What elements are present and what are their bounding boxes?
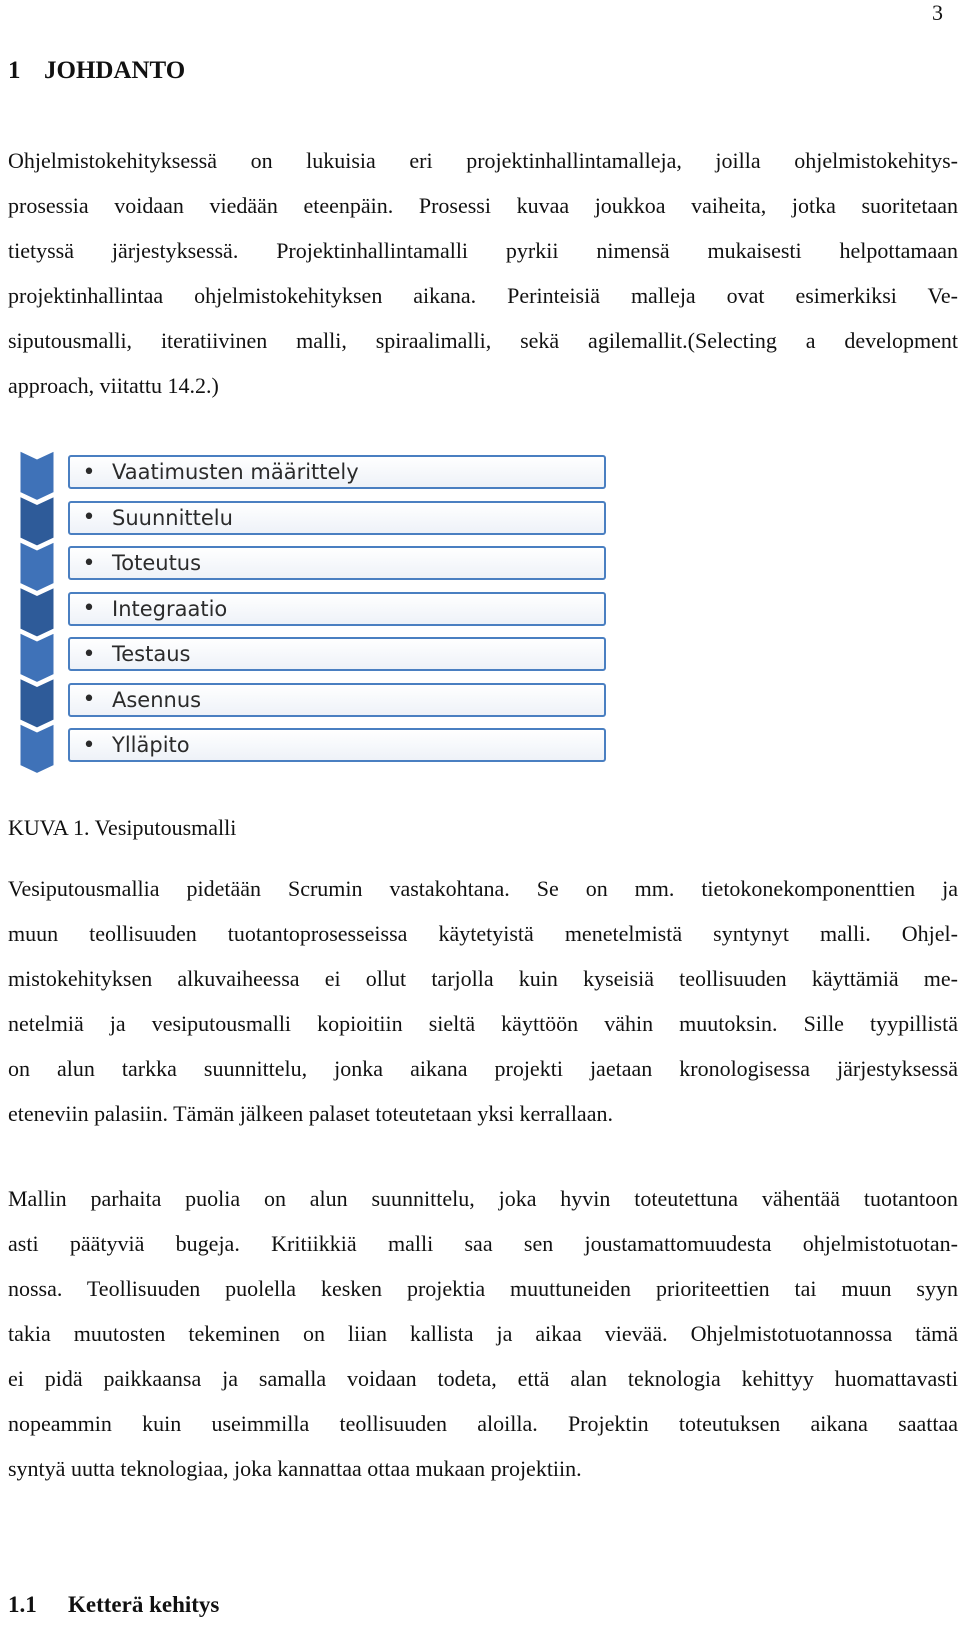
paragraph-waterfall-description-line: on alun tarkka suunnittelu, jonka aikana projekti jaetaan kronologisessa järjestyksessä — [8, 1056, 958, 1081]
waterfall-step-label: Integraatio — [112, 596, 228, 621]
intro-paragraph-line: approach, viitattu 14.2.) — [8, 373, 219, 398]
waterfall-step-label: Testaus — [112, 642, 191, 666]
paragraph-waterfall-pros-cons-line: nossa. Teollisuuden puolella kesken projektia muuttuneiden prioriteettien tai muun syyn — [8, 1276, 958, 1301]
bullet-icon: • — [82, 732, 96, 758]
chapter-title: JOHDANTO — [44, 57, 186, 84]
waterfall-step-label: Toteutus — [112, 551, 202, 575]
chapter-number: 1 — [8, 57, 21, 84]
waterfall-step — [68, 501, 606, 535]
chevron-segment — [20, 588, 54, 638]
paragraph-waterfall-pros-cons — [8, 1176, 958, 1491]
intro-paragraph-line: projektinhallintaa ohjelmistokehityksen aikana. Perinteisiä malleja ovat esimerkiksi Ve- — [8, 283, 958, 308]
intro-paragraph-line: Ohjelmistokehityksessä on lukuisia eri projektinhallintamalleja, joilla ohjelmistokehitys- — [8, 148, 958, 173]
intro-paragraph-line: siputousmalli, iteratiivinen malli, spiraalimalli, sekä agilemallit.(Selecting a development — [8, 328, 958, 353]
paragraph-waterfall-pros-cons-line: nopeammin kuin useimmilla teollisuuden aloilla. Projektin toteutuksen aikana saattaa — [8, 1411, 958, 1436]
waterfall-step — [68, 546, 606, 580]
paragraph-waterfall-description-line: Vesiputousmallia pidetään Scrumin vastakohtana. Se on mm. tietokonekomponenttien ja — [8, 876, 958, 901]
chevron-segment — [20, 679, 54, 729]
waterfall-diagram — [20, 451, 610, 796]
intro-paragraph-line: prosessia voidaan viedään eteenpäin. Prosessi kuvaa joukkoa vaiheita, jotka suoritetaan — [8, 193, 958, 218]
waterfall-step — [68, 728, 606, 762]
chevron-segment — [20, 497, 54, 547]
waterfall-step — [68, 683, 606, 717]
intro-paragraph-line: tietyssä järjestyksessä. Projektinhallintamalli pyrkii nimensä mukaisesti helpottamaan — [8, 238, 958, 263]
bullet-icon: • — [82, 687, 96, 712]
waterfall-step — [68, 637, 606, 671]
page-number: 3 — [932, 0, 943, 25]
chapter-heading — [8, 56, 185, 86]
chevron-segment — [20, 451, 54, 501]
paragraph-waterfall-pros-cons-line: syntyä uutta teknologiaa, joka kannattaa ottaa mukaan projektiin. — [8, 1456, 582, 1481]
section-title: Ketterä kehitys — [68, 1592, 220, 1617]
waterfall-step-label: Asennus — [112, 687, 202, 712]
waterfall-step — [68, 592, 606, 626]
figure-caption: KUVA 1. Vesiputousmalli — [8, 815, 237, 840]
paragraph-waterfall-description-line: eteneviin palasiin. Tämän jälkeen palaset toteutetaan yksi kerrallaan. — [8, 1101, 613, 1126]
bullet-icon: • — [82, 459, 96, 485]
bullet-icon: • — [82, 550, 96, 576]
chevron-segment — [20, 724, 54, 774]
waterfall-step — [68, 455, 606, 489]
paragraph-waterfall-description — [8, 866, 958, 1136]
section-number: 1.1 — [8, 1592, 37, 1617]
section-heading — [8, 1590, 219, 1620]
bullet-icon: • — [82, 641, 96, 667]
intro-paragraph — [8, 138, 958, 408]
paragraph-waterfall-pros-cons-line: asti päätyviä bugeja. Kritiikkiä malli saa sen joustamattomuudesta ohjelmistotuotan- — [8, 1231, 958, 1256]
waterfall-step-label: Ylläpito — [112, 733, 190, 757]
chevron-segment — [20, 542, 54, 592]
paragraph-waterfall-pros-cons-line: Mallin parhaita puolia on alun suunnittelu, joka hyvin toteutettuna vähentää tuotantoon — [8, 1186, 958, 1211]
bullet-icon: • — [82, 596, 96, 621]
paragraph-waterfall-description-line: muun teollisuuden tuotantoprosesseissa käytetyistä menetelmistä syntynyt malli. Ohjel- — [8, 921, 958, 946]
bullet-icon: • — [82, 505, 96, 530]
waterfall-step-label: Suunnittelu — [112, 505, 233, 530]
chevron-segment — [20, 633, 54, 683]
paragraph-waterfall-pros-cons-line: takia muutosten tekeminen on liian kallista ja aikaa vievää. Ohjelmistotuotannossa tämä — [8, 1321, 958, 1346]
paragraph-waterfall-description-line: mistokehityksen alkuvaiheessa ei ollut tarjolla kuin kyseisiä teollisuuden käyttämiä me- — [8, 966, 958, 991]
paragraph-waterfall-description-line: netelmiä ja vesiputousmalli kopioitiin sieltä käyttöön vähin muutoksin. Sille tyypillistä — [8, 1011, 958, 1036]
waterfall-step-label: Vaatimusten määrittely — [112, 460, 359, 484]
paragraph-waterfall-pros-cons-line: ei pidä paikkaansa ja samalla voidaan todeta, että alan teknologia kehittyy huomattavasti — [8, 1366, 958, 1391]
